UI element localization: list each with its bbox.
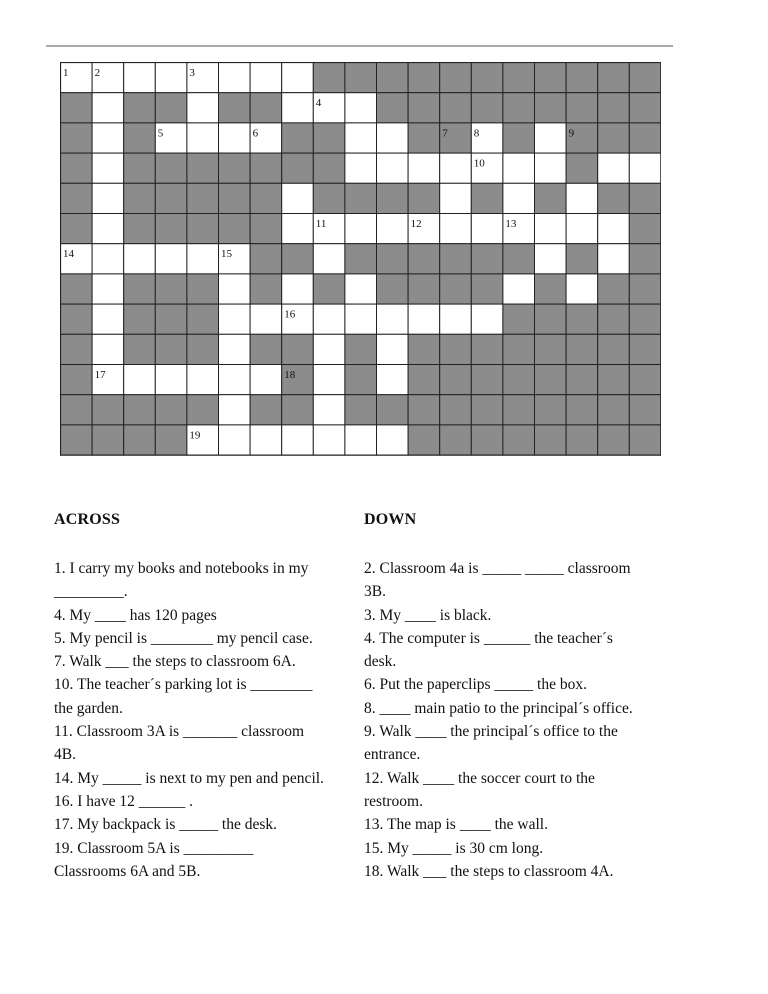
grid-cell-blocked xyxy=(408,123,440,153)
grid-cell-open[interactable] xyxy=(629,153,661,183)
grid-cell-blocked xyxy=(313,274,345,304)
grid-cell-blocked xyxy=(629,304,661,334)
grid-cell-blocked xyxy=(408,183,440,213)
grid-cell-blocked xyxy=(61,425,93,455)
grid-cell-blocked xyxy=(629,63,661,93)
grid-cell-blocked xyxy=(282,334,314,364)
grid-cell-blocked xyxy=(313,63,345,93)
grid-cell-blocked xyxy=(440,244,472,274)
grid-cell-blocked xyxy=(408,395,440,425)
grid-cell-blocked xyxy=(471,274,503,304)
grid-cell-blocked xyxy=(440,93,472,123)
grid-cell-blocked xyxy=(345,334,377,364)
down-clue-line: 4. The computer is ______ the teacher´s xyxy=(364,629,613,647)
grid-cell-blocked xyxy=(629,425,661,455)
grid-cell-open[interactable] xyxy=(282,425,314,455)
grid-cell-blocked xyxy=(629,183,661,213)
grid-cell-open[interactable] xyxy=(219,365,251,395)
grid-cell-blocked xyxy=(503,123,535,153)
grid-cell-open[interactable] xyxy=(566,183,598,213)
grid-cell-open[interactable] xyxy=(124,365,156,395)
grid-cell-blocked xyxy=(408,334,440,364)
down-clue-line: 18. Walk ___ the steps to classroom 4A. xyxy=(364,862,614,880)
grid-cell-open[interactable] xyxy=(92,93,124,123)
grid-cell-blocked xyxy=(282,153,314,183)
grid-cell-open[interactable] xyxy=(282,93,314,123)
across-clue-line: 4. My ____ has 120 pages xyxy=(54,606,217,624)
grid-cell-blocked xyxy=(471,183,503,213)
grid-cell-blocked xyxy=(155,183,187,213)
grid-cell-open[interactable] xyxy=(124,244,156,274)
grid-cell-blocked xyxy=(219,214,251,244)
across-heading: ACROSS xyxy=(54,511,121,528)
grid-cell-open[interactable] xyxy=(377,365,409,395)
grid-cell-blocked xyxy=(629,123,661,153)
grid-cell-open[interactable] xyxy=(345,304,377,334)
grid-cell-blocked xyxy=(313,153,345,183)
grid-cell-blocked xyxy=(61,304,93,334)
grid-cell-blocked xyxy=(92,425,124,455)
grid-cell-open[interactable] xyxy=(503,153,535,183)
grid-cell-open[interactable] xyxy=(598,153,630,183)
grid-cell-open[interactable] xyxy=(345,274,377,304)
grid-cell-blocked xyxy=(155,395,187,425)
grid-cell-open[interactable] xyxy=(155,244,187,274)
grid-cell-blocked xyxy=(124,395,156,425)
down-clue-line: 8. ____ main patio to the principal´s office. xyxy=(364,699,633,717)
down-clue-line: 12. Walk ____ the soccer court to the xyxy=(364,769,595,787)
grid-cell-blocked xyxy=(124,183,156,213)
grid-cell-blocked xyxy=(124,123,156,153)
crossword-grid-svg xyxy=(60,62,661,457)
grid-cell-open[interactable] xyxy=(92,214,124,244)
grid-cell-blocked xyxy=(61,93,93,123)
grid-cell-open[interactable] xyxy=(250,425,282,455)
grid-cell-open[interactable] xyxy=(598,244,630,274)
grid-cell-blocked xyxy=(250,395,282,425)
grid-cell-open[interactable] xyxy=(92,304,124,334)
grid-cell-open[interactable] xyxy=(377,214,409,244)
grid-cell-blocked xyxy=(566,153,598,183)
grid-cell-open[interactable] xyxy=(282,274,314,304)
grid-cell-open[interactable] xyxy=(345,425,377,455)
grid-cell-open[interactable] xyxy=(250,365,282,395)
grid-cell-blocked xyxy=(377,395,409,425)
grid-cell-open[interactable] xyxy=(345,123,377,153)
grid-cell-blocked xyxy=(377,63,409,93)
down-heading: DOWN xyxy=(364,511,417,528)
across-clue-line: 5. My pencil is ________ my pencil case. xyxy=(54,629,313,647)
grid-cell-blocked xyxy=(503,244,535,274)
grid-cell-blocked xyxy=(187,183,219,213)
grid-clue-number: 8 xyxy=(473,127,480,140)
across-clue-line: 19. Classroom 5A is _________ xyxy=(54,839,254,857)
grid-cell-blocked xyxy=(345,183,377,213)
grid-cell-blocked xyxy=(503,395,535,425)
grid-clue-number: 12 xyxy=(410,218,422,230)
grid-clue-number: 13 xyxy=(505,218,517,230)
grid-cell-open[interactable] xyxy=(187,244,219,274)
across-clue-line: 7. Walk ___ the steps to classroom 6A. xyxy=(54,653,296,671)
grid-cell-blocked xyxy=(566,395,598,425)
grid-clue-number: 17 xyxy=(94,369,106,381)
grid-cell-blocked xyxy=(440,395,472,425)
grid-cell-open[interactable] xyxy=(566,274,598,304)
grid-cell-blocked xyxy=(629,365,661,395)
grid-cell-blocked xyxy=(440,334,472,364)
grid-cell-blocked xyxy=(503,334,535,364)
grid-cell-blocked xyxy=(535,334,567,364)
across-clue-line: 17. My backpack is _____ the desk. xyxy=(54,816,277,834)
grid-cell-blocked xyxy=(408,425,440,455)
across-clue-line: _________. xyxy=(54,583,128,601)
grid-cell-blocked xyxy=(155,153,187,183)
grid-cell-blocked xyxy=(250,153,282,183)
grid-cell-blocked xyxy=(598,93,630,123)
grid-cell-blocked xyxy=(155,334,187,364)
across-clue-line: 1. I carry my books and notebooks in my xyxy=(54,560,309,577)
grid-cell-blocked xyxy=(503,365,535,395)
grid-cell-blocked xyxy=(629,274,661,304)
grid-cell-open[interactable] xyxy=(219,63,251,93)
grid-cell-open[interactable] xyxy=(313,425,345,455)
grid-cell-blocked xyxy=(155,93,187,123)
across-clue-line: 11. Classroom 3A is _______ classroom xyxy=(54,723,305,741)
grid-cell-blocked xyxy=(629,214,661,244)
grid-clue-number: 4 xyxy=(315,97,322,110)
grid-cell-blocked xyxy=(187,274,219,304)
grid-cell-open[interactable] xyxy=(313,334,345,364)
grid-cell-open[interactable] xyxy=(187,93,219,123)
grid-cell-blocked xyxy=(124,425,156,455)
grid-clue-number: 16 xyxy=(284,308,296,321)
crossword-grid[interactable] xyxy=(60,62,661,457)
grid-cell-open[interactable] xyxy=(219,425,251,455)
down-clue-list xyxy=(364,557,633,883)
grid-cell-open[interactable] xyxy=(250,304,282,334)
grid-cell-blocked xyxy=(282,395,314,425)
grid-cell-open[interactable] xyxy=(219,123,251,153)
across-clue-line: the garden. xyxy=(54,699,123,717)
grid-cell-open[interactable] xyxy=(535,214,567,244)
grid-cell-blocked xyxy=(598,304,630,334)
grid-cell-blocked xyxy=(471,425,503,455)
down-clue-line: 3. My ____ is black. xyxy=(364,606,492,624)
grid-cell-blocked xyxy=(408,244,440,274)
grid-cell-blocked xyxy=(629,93,661,123)
grid-cell-open[interactable] xyxy=(187,365,219,395)
grid-cell-blocked xyxy=(219,153,251,183)
grid-cell-blocked xyxy=(471,93,503,123)
grid-cell-blocked xyxy=(408,93,440,123)
grid-cell-open[interactable] xyxy=(440,214,472,244)
grid-cell-blocked xyxy=(187,334,219,364)
grid-clue-number: 6 xyxy=(252,127,259,140)
grid-clue-number: 18 xyxy=(284,369,296,381)
grid-cell-blocked xyxy=(535,395,567,425)
grid-clue-number: 2 xyxy=(94,67,101,79)
grid-cell-blocked xyxy=(187,153,219,183)
grid-cell-blocked xyxy=(155,274,187,304)
grid-cell-open[interactable] xyxy=(345,153,377,183)
grid-cell-open[interactable] xyxy=(598,214,630,244)
grid-cell-open[interactable] xyxy=(471,304,503,334)
grid-cell-blocked xyxy=(440,365,472,395)
grid-cell-blocked xyxy=(377,183,409,213)
grid-cell-blocked xyxy=(124,153,156,183)
grid-cell-blocked xyxy=(61,153,93,183)
grid-cell-blocked xyxy=(471,395,503,425)
grid-clue-number: 7 xyxy=(442,127,448,140)
grid-cell-blocked xyxy=(345,63,377,93)
grid-cell-blocked xyxy=(250,93,282,123)
grid-cell-blocked xyxy=(535,304,567,334)
grid-cell-blocked xyxy=(598,395,630,425)
grid-cell-blocked xyxy=(92,395,124,425)
grid-cell-open[interactable] xyxy=(408,153,440,183)
grid-cell-blocked xyxy=(124,334,156,364)
grid-cell-blocked xyxy=(535,425,567,455)
grid-cell-blocked xyxy=(629,334,661,364)
grid-cell-blocked xyxy=(250,214,282,244)
grid-cell-blocked xyxy=(124,214,156,244)
grid-cell-blocked xyxy=(282,244,314,274)
grid-cell-blocked xyxy=(566,365,598,395)
grid-cell-blocked xyxy=(219,93,251,123)
grid-cell-open[interactable] xyxy=(155,365,187,395)
grid-cell-open[interactable] xyxy=(440,304,472,334)
grid-cell-blocked xyxy=(503,63,535,93)
grid-clue-number: 3 xyxy=(189,67,195,79)
grid-cell-open[interactable] xyxy=(440,183,472,213)
grid-cell-open[interactable] xyxy=(92,244,124,274)
grid-cell-open[interactable] xyxy=(377,425,409,455)
grid-cell-open[interactable] xyxy=(219,304,251,334)
grid-cell-open[interactable] xyxy=(92,334,124,364)
down-clue-line: restroom. xyxy=(364,792,423,810)
down-clue-line: 3B. xyxy=(364,583,386,601)
grid-clue-number: 15 xyxy=(221,248,232,261)
grid-cell-open[interactable] xyxy=(250,63,282,93)
grid-cell-blocked xyxy=(408,63,440,93)
grid-cell-blocked xyxy=(598,183,630,213)
grid-cell-open[interactable] xyxy=(219,274,251,304)
grid-cell-blocked xyxy=(598,274,630,304)
grid-cell-blocked xyxy=(566,304,598,334)
down-clue-line: 15. My _____ is 30 cm long. xyxy=(364,839,544,857)
grid-cell-open[interactable] xyxy=(92,183,124,213)
grid-clue-number: 10 xyxy=(473,157,485,170)
grid-cell-blocked xyxy=(566,93,598,123)
grid-cell-blocked xyxy=(124,274,156,304)
grid-cell-blocked xyxy=(598,365,630,395)
across-clue-line: Classrooms 6A and 5B. xyxy=(54,862,201,880)
grid-cell-blocked xyxy=(503,93,535,123)
down-clue-line: 9. Walk ____ the principal´s office to the xyxy=(364,723,618,741)
grid-cell-blocked xyxy=(535,183,567,213)
grid-cell-blocked xyxy=(124,304,156,334)
grid-cell-blocked xyxy=(155,304,187,334)
grid-cell-blocked xyxy=(503,304,535,334)
grid-cell-open[interactable] xyxy=(282,63,314,93)
grid-cell-blocked xyxy=(61,395,93,425)
grid-cell-open[interactable] xyxy=(535,123,567,153)
grid-cell-open[interactable] xyxy=(313,304,345,334)
grid-cell-open[interactable] xyxy=(187,123,219,153)
grid-cell-blocked xyxy=(345,395,377,425)
grid-cell-blocked xyxy=(250,334,282,364)
grid-clue-number: 11 xyxy=(315,218,327,230)
grid-cell-open[interactable] xyxy=(345,93,377,123)
down-clue-line: 2. Classroom 4a is _____ _____ classroom xyxy=(364,560,631,577)
grid-cell-blocked xyxy=(629,395,661,425)
grid-cell-blocked xyxy=(471,334,503,364)
grid-clue-number: 14 xyxy=(63,248,74,261)
grid-cell-blocked xyxy=(629,244,661,274)
grid-cell-open[interactable] xyxy=(471,214,503,244)
grid-cell-blocked xyxy=(345,365,377,395)
grid-cell-blocked xyxy=(598,63,630,93)
grid-cell-blocked xyxy=(313,123,345,153)
grid-cell-blocked xyxy=(598,123,630,153)
grid-cell-open[interactable] xyxy=(377,153,409,183)
grid-cell-open[interactable] xyxy=(408,304,440,334)
grid-cell-blocked xyxy=(187,304,219,334)
grid-cell-blocked xyxy=(250,244,282,274)
grid-cell-blocked xyxy=(408,365,440,395)
grid-cell-blocked xyxy=(440,63,472,93)
grid-cell-open[interactable] xyxy=(313,365,345,395)
grid-cell-blocked xyxy=(61,214,93,244)
grid-cell-blocked xyxy=(377,244,409,274)
across-clue-line: 10. The teacher´s parking lot is ________ xyxy=(54,676,313,694)
grid-cell-blocked xyxy=(61,123,93,153)
down-clue-line: 13. The map is ____ the wall. xyxy=(364,816,548,834)
grid-cell-blocked xyxy=(155,425,187,455)
grid-cell-blocked xyxy=(61,334,93,364)
grid-cell-blocked xyxy=(535,63,567,93)
grid-cell-open[interactable] xyxy=(282,214,314,244)
grid-cell-blocked xyxy=(377,93,409,123)
grid-cell-blocked xyxy=(124,93,156,123)
grid-cell-open[interactable] xyxy=(313,244,345,274)
grid-clue-number: 5 xyxy=(157,127,164,140)
grid-cell-blocked xyxy=(440,425,472,455)
grid-cell-open[interactable] xyxy=(345,214,377,244)
grid-cell-open[interactable] xyxy=(503,183,535,213)
grid-cell-open[interactable] xyxy=(377,334,409,364)
grid-cell-open[interactable] xyxy=(535,244,567,274)
grid-cell-open[interactable] xyxy=(92,123,124,153)
grid-clue-number: 9 xyxy=(568,127,575,140)
grid-cell-open[interactable] xyxy=(377,304,409,334)
grid-cell-blocked xyxy=(535,93,567,123)
grid-clue-number: 1 xyxy=(63,67,69,79)
grid-cell-open[interactable] xyxy=(92,274,124,304)
grid-cell-blocked xyxy=(598,334,630,364)
grid-cell-blocked xyxy=(471,365,503,395)
grid-cell-open[interactable] xyxy=(377,123,409,153)
grid-cell-blocked xyxy=(440,274,472,304)
down-clue-line: entrance. xyxy=(364,746,421,764)
grid-cell-blocked xyxy=(155,214,187,244)
across-clue-line: 4B. xyxy=(54,746,76,764)
grid-clue-number: 19 xyxy=(189,429,201,442)
grid-cell-blocked xyxy=(61,183,93,213)
grid-cell-open[interactable] xyxy=(219,395,251,425)
grid-cell-blocked xyxy=(219,183,251,213)
grid-cell-open[interactable] xyxy=(503,274,535,304)
grid-cell-open[interactable] xyxy=(440,153,472,183)
grid-cell-open[interactable] xyxy=(92,153,124,183)
grid-cell-blocked xyxy=(250,183,282,213)
grid-cell-blocked xyxy=(566,425,598,455)
grid-cell-blocked xyxy=(566,334,598,364)
top-divider xyxy=(46,45,673,47)
grid-cell-open[interactable] xyxy=(313,395,345,425)
grid-cell-open[interactable] xyxy=(566,214,598,244)
grid-cell-open[interactable] xyxy=(124,63,156,93)
grid-cell-blocked xyxy=(408,274,440,304)
grid-cell-blocked xyxy=(598,425,630,455)
grid-cell-blocked xyxy=(282,123,314,153)
across-clue-list xyxy=(54,557,324,883)
grid-cell-blocked xyxy=(566,63,598,93)
grid-cell-blocked xyxy=(61,365,93,395)
grid-cell-blocked xyxy=(187,395,219,425)
grid-cell-blocked xyxy=(345,244,377,274)
down-clue-line: desk. xyxy=(364,653,397,671)
grid-cell-blocked xyxy=(313,183,345,213)
grid-cell-blocked xyxy=(61,274,93,304)
grid-cell-blocked xyxy=(535,274,567,304)
across-clue-line: 14. My _____ is next to my pen and pencil. xyxy=(54,769,324,787)
down-clue-line: 6. Put the paperclips _____ the box. xyxy=(364,676,587,694)
grid-cell-blocked xyxy=(535,365,567,395)
grid-cell-blocked xyxy=(471,244,503,274)
grid-cell-blocked xyxy=(187,214,219,244)
grid-cell-open[interactable] xyxy=(282,183,314,213)
grid-cell-open[interactable] xyxy=(219,334,251,364)
grid-cell-blocked xyxy=(566,244,598,274)
grid-cell-blocked xyxy=(471,63,503,93)
grid-cell-blocked xyxy=(503,425,535,455)
grid-cell-blocked xyxy=(377,274,409,304)
grid-cell-blocked xyxy=(250,274,282,304)
grid-cell-open[interactable] xyxy=(535,153,567,183)
across-clue-line: 16. I have 12 ______ . xyxy=(54,792,194,810)
grid-cell-open[interactable] xyxy=(155,63,187,93)
